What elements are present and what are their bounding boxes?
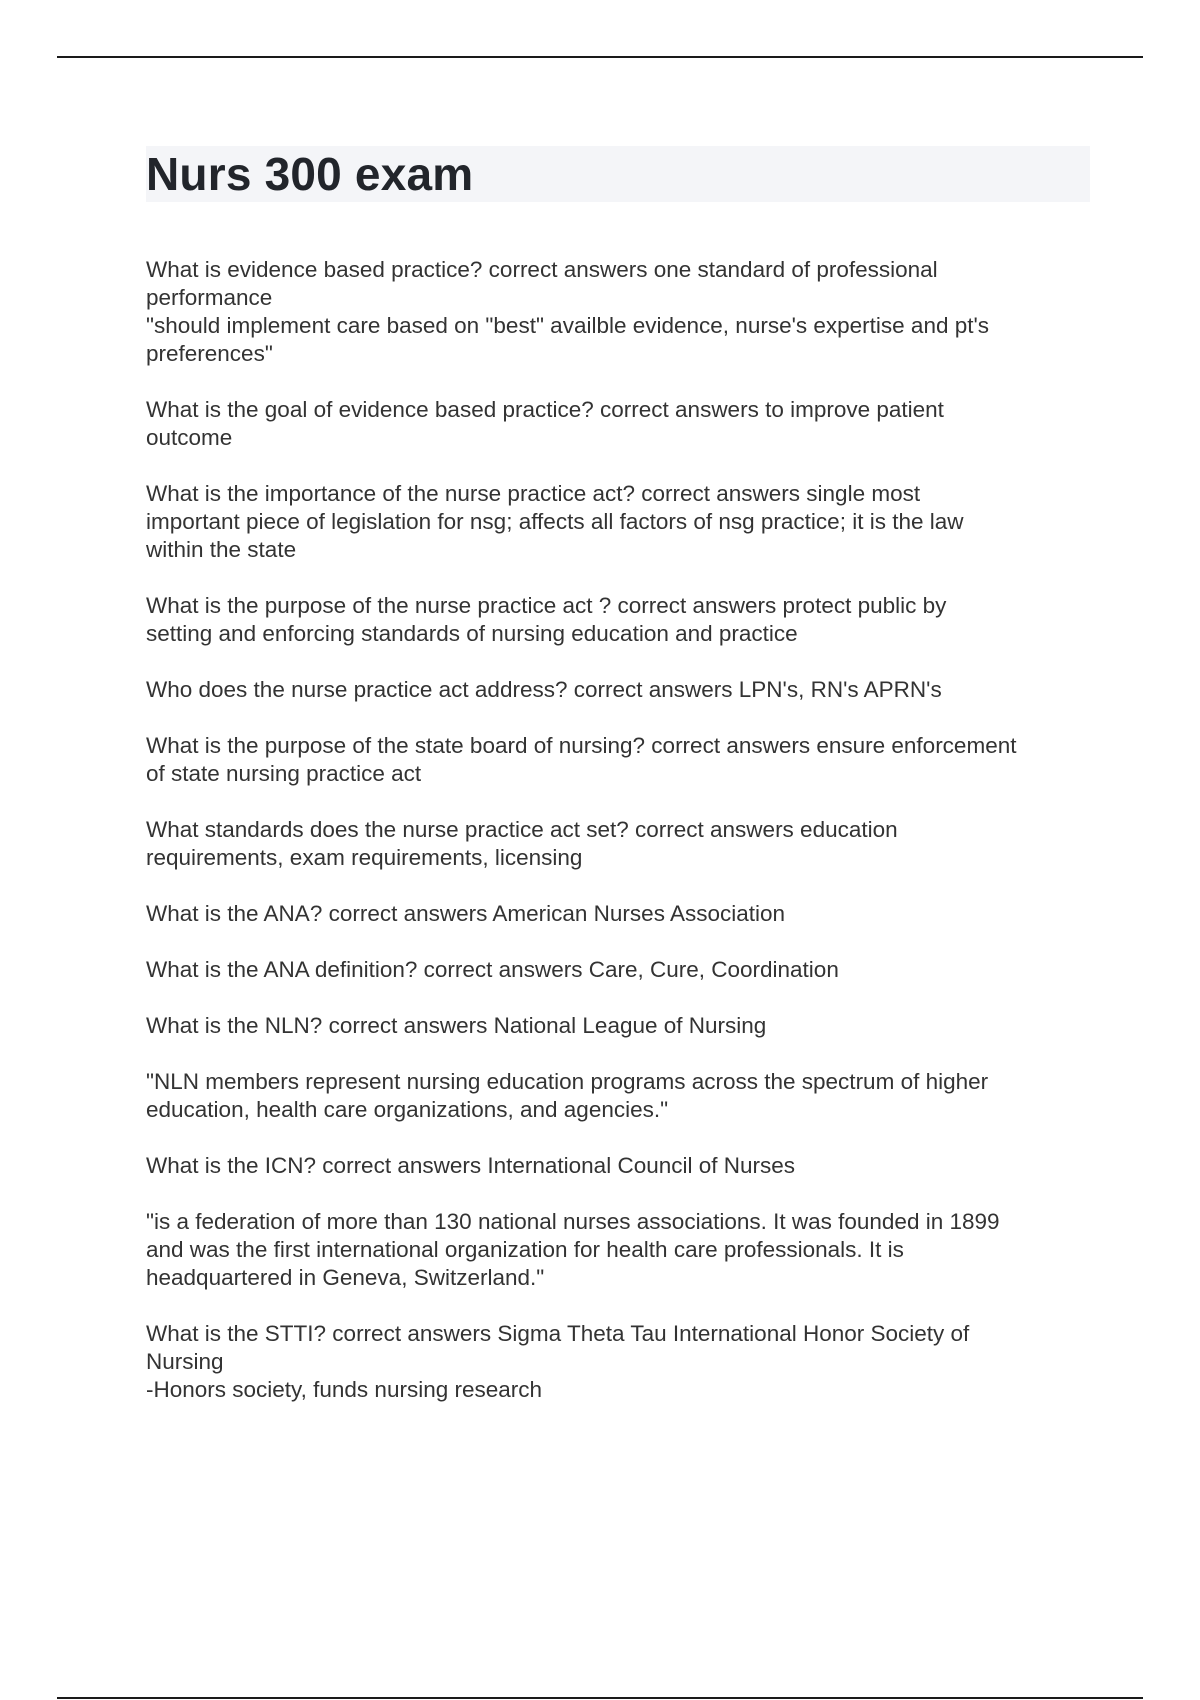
top-rule — [57, 56, 1143, 58]
bottom-rule — [57, 1697, 1143, 1699]
entry-line: important piece of legislation for nsg; affects all factors of nsg practice; it is the law — [146, 509, 964, 534]
entry-line: What is the purpose of the state board of nursing? correct answers ensure enforcement — [146, 733, 1017, 758]
entry-line: "should implement care based on "best" availble evidence, nurse's expertise and pt's — [146, 313, 990, 338]
entry-line: preferences" — [146, 341, 273, 366]
qa-entry — [146, 1068, 1090, 1124]
entry-line: What is the ANA definition? correct answers Care, Cure, Coordination — [146, 957, 839, 982]
entry-line: outcome — [146, 425, 233, 450]
entry-line: requirements, exam requirements, licensing — [146, 845, 583, 870]
entry-line: headquartered in Geneva, Switzerland." — [146, 1265, 545, 1290]
entry-line: "NLN members represent nursing education programs across the spectrum of higher — [146, 1069, 989, 1094]
page-title: Nurs 300 exam — [146, 148, 474, 200]
entry-line: setting and enforcing standards of nursing education and practice — [146, 621, 798, 646]
qa-entry — [146, 396, 1090, 452]
qa-entry — [146, 676, 1090, 704]
entry-line: within the state — [146, 537, 297, 562]
qa-entry — [146, 956, 1090, 984]
entry-line: Who does the nurse practice act address? correct answers LPN's, RN's APRN's — [146, 677, 942, 702]
document-body — [146, 146, 1090, 1432]
qa-entry — [146, 592, 1090, 648]
qa-entry — [146, 1320, 1090, 1404]
entry-line: Nursing — [146, 1349, 224, 1374]
qa-entry — [146, 816, 1090, 872]
entry-line: What is the goal of evidence based practice? correct answers to improve patient — [146, 397, 944, 422]
entry-list — [146, 256, 1090, 1404]
qa-entry — [146, 256, 1090, 368]
entry-line: performance — [146, 285, 273, 310]
entry-line: What standards does the nurse practice act set? correct answers education — [146, 817, 898, 842]
entry-line: What is the ICN? correct answers International Council of Nurses — [146, 1153, 796, 1178]
entry-line: What is the ANA? correct answers American Nurses Association — [146, 901, 786, 926]
qa-entry — [146, 900, 1090, 928]
entry-line: What is the NLN? correct answers National League of Nursing — [146, 1013, 767, 1038]
entry-line: What is the importance of the nurse practice act? correct answers single most — [146, 481, 921, 506]
qa-entry — [146, 480, 1090, 564]
entry-line: What is evidence based practice? correct answers one standard of professional — [146, 257, 938, 282]
entry-line: "is a federation of more than 130 national nurses associations. It was founded in 1899 — [146, 1209, 1000, 1234]
entry-line: What is the STTI? correct answers Sigma Theta Tau International Honor Society of — [146, 1321, 970, 1346]
entry-line: of state nursing practice act — [146, 761, 422, 786]
qa-entry — [146, 1012, 1090, 1040]
qa-entry — [146, 1208, 1090, 1292]
entry-line: -Honors society, funds nursing research — [146, 1377, 543, 1402]
qa-entry — [146, 1152, 1090, 1180]
title-bar — [146, 146, 1090, 202]
entry-line: What is the purpose of the nurse practice act ? correct answers protect public by — [146, 593, 947, 618]
entry-line: and was the first international organization for health care professionals. It is — [146, 1237, 904, 1262]
qa-entry — [146, 732, 1090, 788]
entry-line: education, health care organizations, and agencies." — [146, 1097, 669, 1122]
